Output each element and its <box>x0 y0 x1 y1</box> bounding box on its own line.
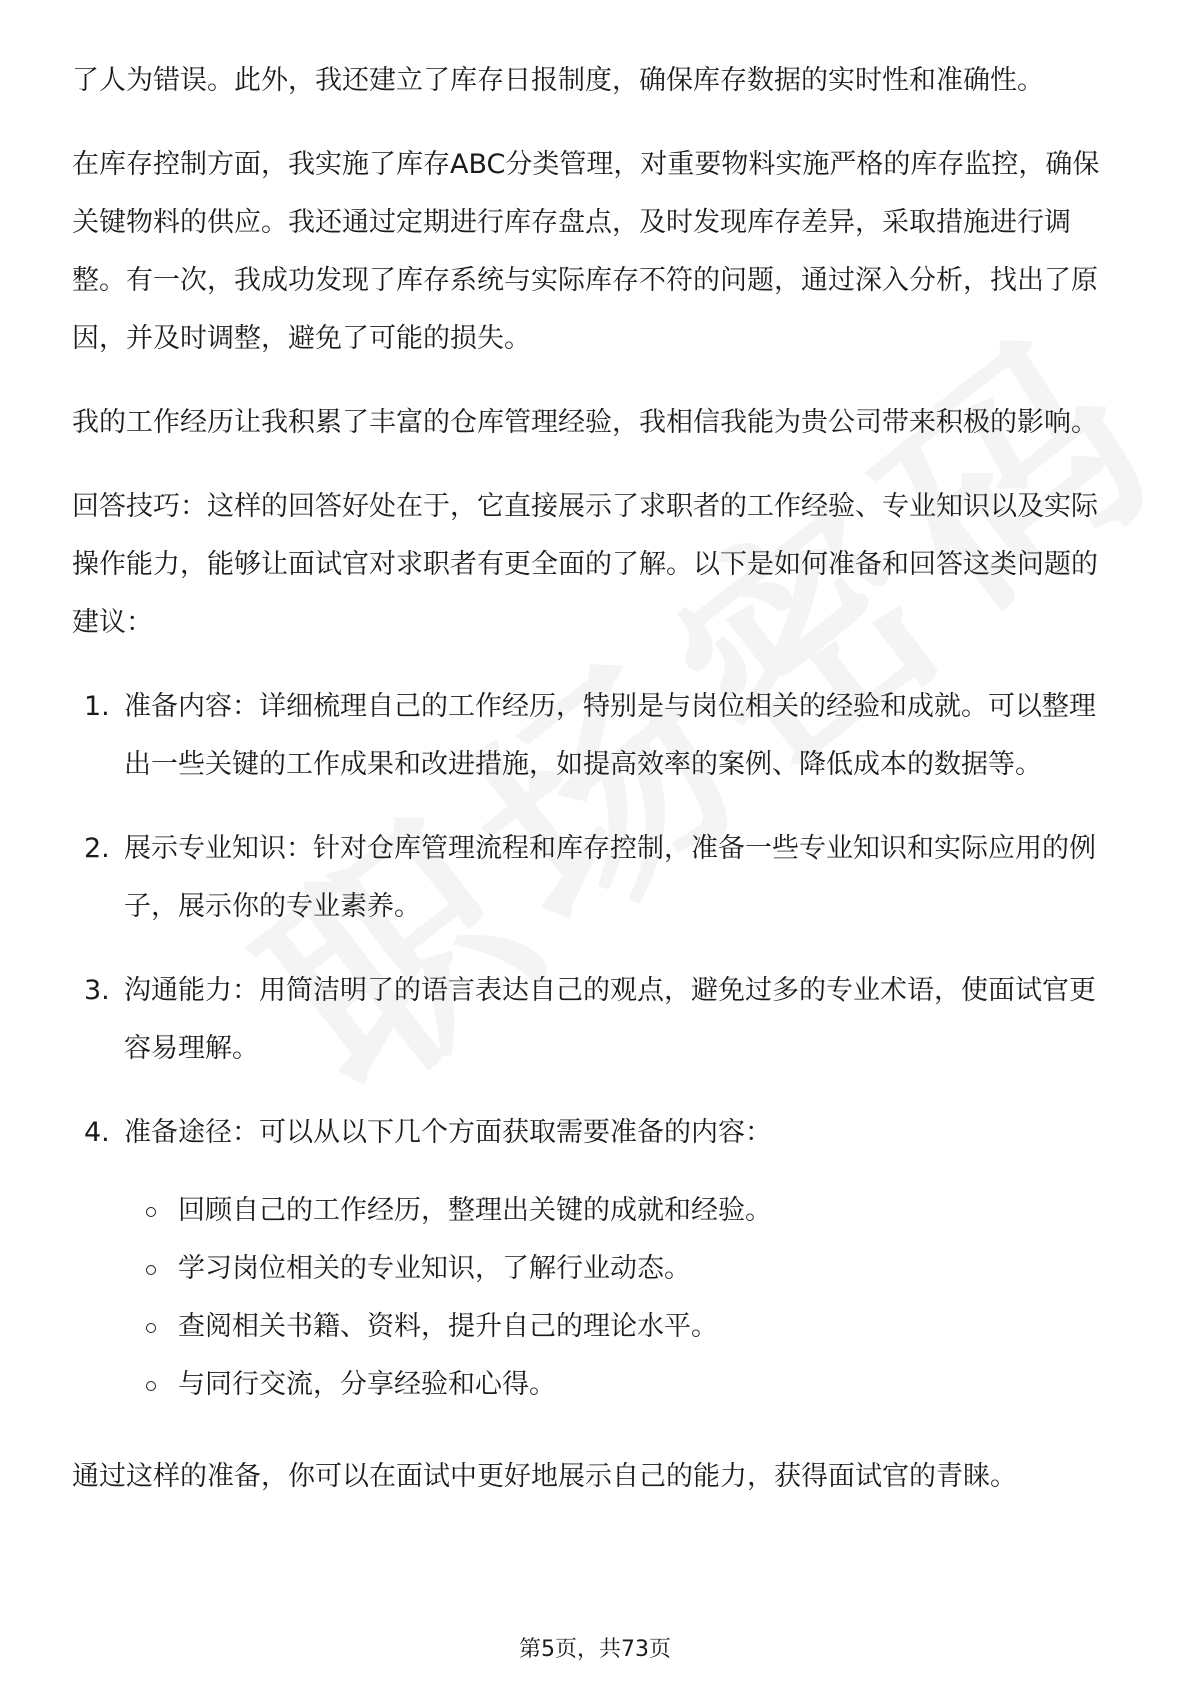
bullet-item <box>124 1298 1122 1356</box>
paragraph-1: 了人为错误。此外，我还建立了库存日报制度，确保库存数据的实时性和准确性。 <box>72 65 1044 96</box>
circle-bullet-icon <box>146 1207 156 1217</box>
circle-bullet-icon <box>146 1323 156 1333</box>
closing-paragraph: 通过这样的准备，你可以在面试中更好地展示自己的能力，获得面试官的青睐。 <box>72 1461 1017 1492</box>
circle-bullet-icon <box>146 1381 156 1391</box>
list-item-text: 准备内容：详细梳理自己的工作经历，特别是与岗位相关的经验和成就。可以整理出一些关键的工作成果和改进措施，如提高效率的案例、降低成本的数据等。 <box>124 691 1096 780</box>
list-item <box>72 962 1122 1078</box>
document-body <box>72 52 1122 1532</box>
paragraph-4: 回答技巧：这样的回答好处在于，它直接展示了求职者的工作经验、专业知识以及实际操作能力，能够让面试官对求职者有更全面的了解。以下是如何准备和回答这类问题的建议： <box>72 491 1098 638</box>
list-number: 2. <box>84 833 110 864</box>
bullet-item <box>124 1240 1122 1298</box>
list-number: 1. <box>84 691 110 722</box>
bullet-list <box>124 1182 1122 1414</box>
list-item-text: 准备途径：可以从以下几个方面获取需要准备的内容： <box>124 1117 772 1148</box>
bullet-text: 查阅相关书籍、资料，提升自己的理论水平。 <box>178 1311 718 1342</box>
paragraph-2: 在库存控制方面，我实施了库存ABC分类管理，对重要物料实施严格的库存监控，确保关键物料的供应。我还通过定期进行库存盘点，及时发现库存差异，采取措施进行调整。有一次，我成功发现了库存系统与实际库存不符的问题，通过深入分析，找出了原因，并及时调整，避免了可能的损失。 <box>72 149 1100 354</box>
page-number: 第5页，共73页 <box>519 1637 671 1662</box>
circle-bullet-icon <box>146 1265 156 1275</box>
list-number: 3. <box>84 975 110 1006</box>
bullet-text: 与同行交流，分享经验和心得。 <box>178 1369 556 1400</box>
list-item <box>72 1104 1122 1414</box>
bullet-text: 回顾自己的工作经历，整理出关键的成就和经验。 <box>178 1195 772 1226</box>
paragraph-3: 我的工作经历让我积累了丰富的仓库管理经验，我相信我能为贵公司带来积极的影响。 <box>72 407 1098 438</box>
list-item <box>72 678 1122 794</box>
bullet-item <box>124 1356 1122 1414</box>
list-item-text: 沟通能力：用简洁明了的语言表达自己的观点，避免过多的专业术语，使面试官更容易理解。 <box>124 975 1096 1064</box>
list-item <box>72 820 1122 936</box>
list-number: 4. <box>84 1117 110 1148</box>
numbered-list <box>72 678 1122 1414</box>
bullet-item <box>124 1182 1122 1240</box>
list-item-text: 展示专业知识：针对仓库管理流程和库存控制，准备一些专业知识和实际应用的例子，展示你的专业素养。 <box>124 833 1096 922</box>
bullet-text: 学习岗位相关的专业知识，了解行业动态。 <box>178 1253 691 1284</box>
